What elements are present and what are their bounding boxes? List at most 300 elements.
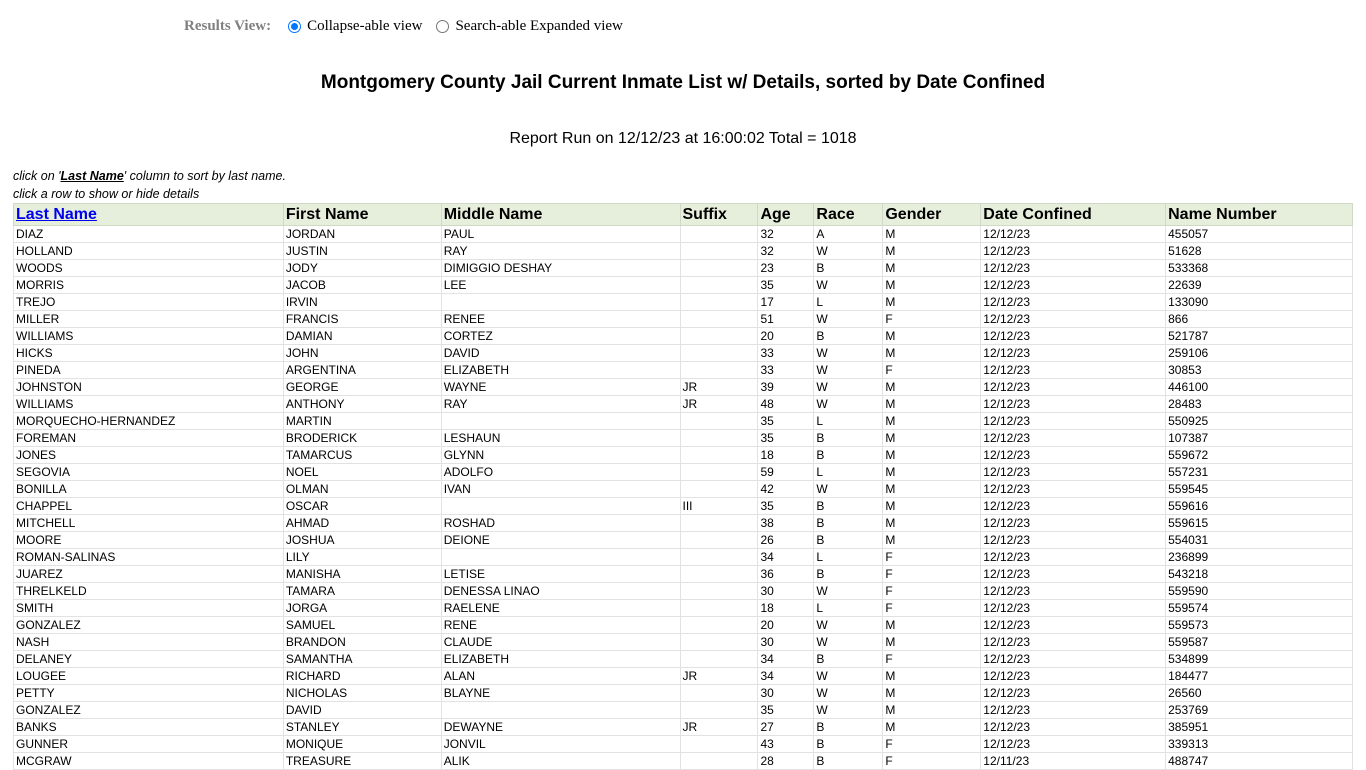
cell-age: 34 <box>758 651 814 668</box>
cell-race: B <box>814 447 883 464</box>
cell-middle-name <box>441 413 680 430</box>
collapse-view-radio[interactable] <box>288 20 301 33</box>
cell-name-number: 455057 <box>1166 226 1353 243</box>
table-row[interactable] <box>14 583 1353 600</box>
cell-name-number: 550925 <box>1166 413 1353 430</box>
cell-race: L <box>814 413 883 430</box>
cell-name-number: 559616 <box>1166 498 1353 515</box>
table-row[interactable] <box>14 719 1353 736</box>
table-row[interactable] <box>14 413 1353 430</box>
cell-name-number: 533368 <box>1166 260 1353 277</box>
cell-suffix <box>680 753 758 770</box>
cell-first-name: JORGA <box>283 600 441 617</box>
table-row[interactable] <box>14 243 1353 260</box>
cell-first-name: JORDAN <box>283 226 441 243</box>
cell-gender: M <box>883 260 981 277</box>
cell-gender: F <box>883 736 981 753</box>
cell-suffix: JR <box>680 396 758 413</box>
cell-race: W <box>814 481 883 498</box>
cell-middle-name: RENEE <box>441 311 680 328</box>
table-row[interactable] <box>14 345 1353 362</box>
cell-race: L <box>814 600 883 617</box>
cell-name-number: 236899 <box>1166 549 1353 566</box>
cell-suffix <box>680 651 758 668</box>
column-header-name-number: Name Number <box>1166 204 1353 226</box>
cell-first-name: GEORGE <box>283 379 441 396</box>
cell-last-name: JONES <box>14 447 284 464</box>
cell-date-confined: 12/12/23 <box>981 702 1166 719</box>
cell-gender: M <box>883 685 981 702</box>
cell-race: B <box>814 753 883 770</box>
cell-suffix <box>680 362 758 379</box>
cell-race: B <box>814 328 883 345</box>
cell-last-name: SEGOVIA <box>14 464 284 481</box>
cell-name-number: 543218 <box>1166 566 1353 583</box>
cell-date-confined: 12/12/23 <box>981 396 1166 413</box>
cell-age: 20 <box>758 328 814 345</box>
cell-last-name: ROMAN-SALINAS <box>14 549 284 566</box>
table-row[interactable] <box>14 515 1353 532</box>
cell-first-name: ARGENTINA <box>283 362 441 379</box>
cell-middle-name: DIMIGGIO DESHAY <box>441 260 680 277</box>
cell-gender: M <box>883 719 981 736</box>
cell-middle-name: DENESSA LINAO <box>441 583 680 600</box>
cell-gender: M <box>883 532 981 549</box>
cell-middle-name: RAY <box>441 396 680 413</box>
results-view-label: Results View: <box>184 17 272 34</box>
cell-race: L <box>814 549 883 566</box>
cell-date-confined: 12/12/23 <box>981 328 1166 345</box>
cell-gender: M <box>883 481 981 498</box>
table-row[interactable] <box>14 651 1353 668</box>
cell-date-confined: 12/12/23 <box>981 634 1166 651</box>
cell-age: 38 <box>758 515 814 532</box>
cell-age: 33 <box>758 345 814 362</box>
cell-suffix <box>680 515 758 532</box>
table-row[interactable] <box>14 311 1353 328</box>
cell-gender: M <box>883 447 981 464</box>
column-header-suffix: Suffix <box>680 204 758 226</box>
cell-first-name: TAMARA <box>283 583 441 600</box>
cell-date-confined: 12/12/23 <box>981 430 1166 447</box>
cell-suffix <box>680 311 758 328</box>
table-row[interactable] <box>14 464 1353 481</box>
cell-race: W <box>814 634 883 651</box>
cell-age: 20 <box>758 617 814 634</box>
cell-suffix <box>680 566 758 583</box>
inmate-rows <box>14 226 1353 770</box>
sort-hint-link[interactable]: Last Name <box>60 169 124 183</box>
row-toggle-hint: click a row to show or hide details <box>13 187 200 201</box>
column-header-last-name[interactable] <box>14 204 284 226</box>
cell-race: B <box>814 651 883 668</box>
cell-date-confined: 12/12/23 <box>981 447 1166 464</box>
table-header-row <box>14 204 1353 226</box>
cell-middle-name: LEE <box>441 277 680 294</box>
cell-first-name: TAMARCUS <box>283 447 441 464</box>
cell-first-name: MONIQUE <box>283 736 441 753</box>
cell-first-name: BRANDON <box>283 634 441 651</box>
cell-age: 59 <box>758 464 814 481</box>
cell-age: 17 <box>758 294 814 311</box>
cell-suffix <box>680 277 758 294</box>
cell-first-name: ANTHONY <box>283 396 441 413</box>
cell-middle-name: CORTEZ <box>441 328 680 345</box>
cell-middle-name: ELIZABETH <box>441 362 680 379</box>
table-row[interactable] <box>14 685 1353 702</box>
cell-suffix <box>680 413 758 430</box>
cell-last-name: HOLLAND <box>14 243 284 260</box>
cell-gender: M <box>883 277 981 294</box>
cell-suffix <box>680 481 758 498</box>
cell-race: W <box>814 685 883 702</box>
table-row[interactable] <box>14 617 1353 634</box>
cell-name-number: 559590 <box>1166 583 1353 600</box>
cell-name-number: 559545 <box>1166 481 1353 498</box>
cell-age: 34 <box>758 549 814 566</box>
cell-first-name: JODY <box>283 260 441 277</box>
cell-suffix: JR <box>680 379 758 396</box>
cell-date-confined: 12/12/23 <box>981 617 1166 634</box>
cell-suffix <box>680 617 758 634</box>
cell-middle-name: RAELENE <box>441 600 680 617</box>
cell-race: W <box>814 379 883 396</box>
cell-age: 35 <box>758 277 814 294</box>
cell-gender: M <box>883 328 981 345</box>
table-row[interactable] <box>14 549 1353 566</box>
cell-suffix <box>680 736 758 753</box>
cell-suffix <box>680 447 758 464</box>
cell-suffix <box>680 226 758 243</box>
cell-last-name: THRELKELD <box>14 583 284 600</box>
cell-name-number: 30853 <box>1166 362 1353 379</box>
cell-gender: F <box>883 549 981 566</box>
cell-first-name: JOHN <box>283 345 441 362</box>
cell-date-confined: 12/12/23 <box>981 362 1166 379</box>
cell-gender: M <box>883 634 981 651</box>
cell-gender: F <box>883 566 981 583</box>
cell-race: L <box>814 464 883 481</box>
cell-middle-name: RAY <box>441 243 680 260</box>
cell-name-number: 559615 <box>1166 515 1353 532</box>
cell-last-name: BANKS <box>14 719 284 736</box>
report-run-info: Report Run on 12/12/23 at 16:00:02 Total = 1018 <box>509 130 857 147</box>
cell-gender: M <box>883 413 981 430</box>
cell-name-number: 107387 <box>1166 430 1353 447</box>
cell-suffix <box>680 600 758 617</box>
table-row[interactable] <box>14 736 1353 753</box>
cell-first-name: IRVIN <box>283 294 441 311</box>
cell-gender: M <box>883 464 981 481</box>
cell-name-number: 259106 <box>1166 345 1353 362</box>
cell-middle-name: ELIZABETH <box>441 651 680 668</box>
column-header-date-confined: Date Confined <box>981 204 1166 226</box>
cell-date-confined: 12/12/23 <box>981 226 1166 243</box>
table-row[interactable] <box>14 328 1353 345</box>
cell-gender: M <box>883 294 981 311</box>
cell-date-confined: 12/12/23 <box>981 515 1166 532</box>
cell-date-confined: 12/12/23 <box>981 685 1166 702</box>
cell-race: W <box>814 362 883 379</box>
cell-first-name: FRANCIS <box>283 311 441 328</box>
cell-name-number: 559573 <box>1166 617 1353 634</box>
cell-last-name: GONZALEZ <box>14 617 284 634</box>
cell-age: 35 <box>758 702 814 719</box>
cell-name-number: 385951 <box>1166 719 1353 736</box>
table-row[interactable] <box>14 753 1353 770</box>
expanded-view-radio[interactable] <box>436 20 449 33</box>
cell-name-number: 559587 <box>1166 634 1353 651</box>
cell-race: W <box>814 311 883 328</box>
cell-suffix <box>680 702 758 719</box>
cell-first-name: DAVID <box>283 702 441 719</box>
cell-name-number: 521787 <box>1166 328 1353 345</box>
cell-race: B <box>814 515 883 532</box>
cell-gender: F <box>883 583 981 600</box>
sort-by-last-name-link[interactable]: Last Name <box>16 205 97 223</box>
cell-last-name: JUAREZ <box>14 566 284 583</box>
cell-suffix: III <box>680 498 758 515</box>
cell-last-name: HICKS <box>14 345 284 362</box>
cell-age: 18 <box>758 447 814 464</box>
cell-name-number: 534899 <box>1166 651 1353 668</box>
cell-first-name: TREASURE <box>283 753 441 770</box>
column-header-race: Race <box>814 204 883 226</box>
cell-race: W <box>814 617 883 634</box>
cell-gender: M <box>883 396 981 413</box>
cell-first-name: BRODERICK <box>283 430 441 447</box>
cell-name-number: 339313 <box>1166 736 1353 753</box>
cell-suffix <box>680 260 758 277</box>
cell-date-confined: 12/12/23 <box>981 345 1166 362</box>
cell-date-confined: 12/12/23 <box>981 549 1166 566</box>
cell-date-confined: 12/12/23 <box>981 243 1166 260</box>
cell-name-number: 554031 <box>1166 532 1353 549</box>
table-row[interactable] <box>14 634 1353 651</box>
cell-middle-name: GLYNN <box>441 447 680 464</box>
cell-gender: F <box>883 362 981 379</box>
cell-age: 23 <box>758 260 814 277</box>
cell-middle-name: ALAN <box>441 668 680 685</box>
cell-name-number: 26560 <box>1166 685 1353 702</box>
cell-age: 30 <box>758 583 814 600</box>
collapse-view-label[interactable]: Collapse-able view <box>307 17 423 34</box>
cell-middle-name: RENE <box>441 617 680 634</box>
cell-first-name: DAMIAN <box>283 328 441 345</box>
table-row[interactable] <box>14 226 1353 243</box>
cell-middle-name: CLAUDE <box>441 634 680 651</box>
cell-gender: F <box>883 651 981 668</box>
cell-last-name: DIAZ <box>14 226 284 243</box>
cell-age: 51 <box>758 311 814 328</box>
cell-race: B <box>814 532 883 549</box>
table-row[interactable] <box>14 379 1353 396</box>
cell-gender: M <box>883 498 981 515</box>
cell-first-name: STANLEY <box>283 719 441 736</box>
table-row[interactable] <box>14 532 1353 549</box>
cell-name-number: 28483 <box>1166 396 1353 413</box>
cell-first-name: OLMAN <box>283 481 441 498</box>
cell-age: 18 <box>758 600 814 617</box>
cell-last-name: GUNNER <box>14 736 284 753</box>
expanded-view-label[interactable]: Search-able Expanded view <box>455 17 623 34</box>
cell-suffix <box>680 430 758 447</box>
cell-date-confined: 12/12/23 <box>981 498 1166 515</box>
cell-first-name: AHMAD <box>283 515 441 532</box>
cell-suffix <box>680 464 758 481</box>
cell-gender: F <box>883 311 981 328</box>
table-row[interactable] <box>14 430 1353 447</box>
cell-name-number: 133090 <box>1166 294 1353 311</box>
cell-middle-name <box>441 294 680 311</box>
table-row[interactable] <box>14 447 1353 464</box>
cell-middle-name: PAUL <box>441 226 680 243</box>
cell-last-name: WILLIAMS <box>14 328 284 345</box>
table-row[interactable] <box>14 600 1353 617</box>
sort-hint-prefix: click on ' <box>13 169 61 183</box>
cell-suffix <box>680 549 758 566</box>
cell-age: 30 <box>758 685 814 702</box>
cell-suffix <box>680 583 758 600</box>
cell-last-name: PETTY <box>14 685 284 702</box>
cell-middle-name: IVAN <box>441 481 680 498</box>
cell-age: 36 <box>758 566 814 583</box>
cell-gender: M <box>883 226 981 243</box>
cell-gender: M <box>883 243 981 260</box>
cell-middle-name: DEWAYNE <box>441 719 680 736</box>
cell-age: 33 <box>758 362 814 379</box>
cell-first-name: MARTIN <box>283 413 441 430</box>
table-row[interactable] <box>14 294 1353 311</box>
cell-last-name: MORRIS <box>14 277 284 294</box>
cell-middle-name: LESHAUN <box>441 430 680 447</box>
cell-last-name: DELANEY <box>14 651 284 668</box>
cell-gender: M <box>883 702 981 719</box>
cell-date-confined: 12/11/23 <box>981 753 1166 770</box>
cell-name-number: 559672 <box>1166 447 1353 464</box>
table-row[interactable] <box>14 396 1353 413</box>
cell-age: 30 <box>758 634 814 651</box>
cell-gender: M <box>883 379 981 396</box>
cell-last-name: SMITH <box>14 600 284 617</box>
table-row[interactable] <box>14 362 1353 379</box>
cell-first-name: LILY <box>283 549 441 566</box>
cell-middle-name: JONVIL <box>441 736 680 753</box>
cell-date-confined: 12/12/23 <box>981 668 1166 685</box>
cell-first-name: JOSHUA <box>283 532 441 549</box>
cell-middle-name <box>441 702 680 719</box>
cell-date-confined: 12/12/23 <box>981 311 1166 328</box>
column-header-middle-name: Middle Name <box>441 204 680 226</box>
cell-first-name: JUSTIN <box>283 243 441 260</box>
table-row[interactable] <box>14 498 1353 515</box>
cell-last-name: TREJO <box>14 294 284 311</box>
cell-race: W <box>814 396 883 413</box>
column-header-gender: Gender <box>883 204 981 226</box>
cell-suffix <box>680 685 758 702</box>
cell-gender: M <box>883 668 981 685</box>
cell-name-number: 488747 <box>1166 753 1353 770</box>
cell-last-name: FOREMAN <box>14 430 284 447</box>
cell-middle-name: DEIONE <box>441 532 680 549</box>
cell-name-number: 184477 <box>1166 668 1353 685</box>
cell-last-name: GONZALEZ <box>14 702 284 719</box>
cell-race: B <box>814 498 883 515</box>
cell-name-number: 446100 <box>1166 379 1353 396</box>
cell-middle-name: LETISE <box>441 566 680 583</box>
cell-first-name: SAMANTHA <box>283 651 441 668</box>
cell-middle-name: ADOLFO <box>441 464 680 481</box>
table-row[interactable] <box>14 277 1353 294</box>
cell-suffix: JR <box>680 668 758 685</box>
table-row[interactable] <box>14 260 1353 277</box>
cell-race: B <box>814 430 883 447</box>
cell-name-number: 253769 <box>1166 702 1353 719</box>
cell-name-number: 22639 <box>1166 277 1353 294</box>
cell-race: B <box>814 736 883 753</box>
table-row[interactable] <box>14 668 1353 685</box>
cell-race: W <box>814 668 883 685</box>
cell-age: 35 <box>758 413 814 430</box>
cell-date-confined: 12/12/23 <box>981 532 1166 549</box>
cell-age: 32 <box>758 243 814 260</box>
cell-suffix <box>680 532 758 549</box>
cell-age: 27 <box>758 719 814 736</box>
cell-date-confined: 12/12/23 <box>981 600 1166 617</box>
cell-last-name: NASH <box>14 634 284 651</box>
cell-gender: F <box>883 753 981 770</box>
cell-race: W <box>814 277 883 294</box>
cell-race: W <box>814 243 883 260</box>
cell-last-name: BONILLA <box>14 481 284 498</box>
cell-last-name: MCGRAW <box>14 753 284 770</box>
cell-first-name: NOEL <box>283 464 441 481</box>
cell-gender: M <box>883 345 981 362</box>
cell-middle-name: WAYNE <box>441 379 680 396</box>
cell-last-name: MILLER <box>14 311 284 328</box>
cell-first-name: MANISHA <box>283 566 441 583</box>
sort-hint-suffix: ' column to sort by last name. <box>123 169 286 183</box>
cell-last-name: PINEDA <box>14 362 284 379</box>
table-row[interactable] <box>14 702 1353 719</box>
cell-age: 42 <box>758 481 814 498</box>
cell-gender: M <box>883 515 981 532</box>
cell-gender: M <box>883 617 981 634</box>
cell-last-name: JOHNSTON <box>14 379 284 396</box>
cell-gender: M <box>883 430 981 447</box>
cell-age: 32 <box>758 226 814 243</box>
table-row[interactable] <box>14 481 1353 498</box>
cell-date-confined: 12/12/23 <box>981 294 1166 311</box>
cell-date-confined: 12/12/23 <box>981 719 1166 736</box>
cell-name-number: 866 <box>1166 311 1353 328</box>
cell-age: 35 <box>758 430 814 447</box>
results-view-selector <box>184 16 637 36</box>
inmate-table <box>13 203 1353 770</box>
cell-date-confined: 12/12/23 <box>981 379 1166 396</box>
cell-race: A <box>814 226 883 243</box>
cell-last-name: CHAPPEL <box>14 498 284 515</box>
cell-middle-name <box>441 549 680 566</box>
table-row[interactable] <box>14 566 1353 583</box>
cell-name-number: 557231 <box>1166 464 1353 481</box>
column-header-first-name: First Name <box>283 204 441 226</box>
sort-hint <box>13 169 286 183</box>
cell-race: B <box>814 719 883 736</box>
column-header-age: Age <box>758 204 814 226</box>
cell-race: W <box>814 583 883 600</box>
cell-race: W <box>814 702 883 719</box>
